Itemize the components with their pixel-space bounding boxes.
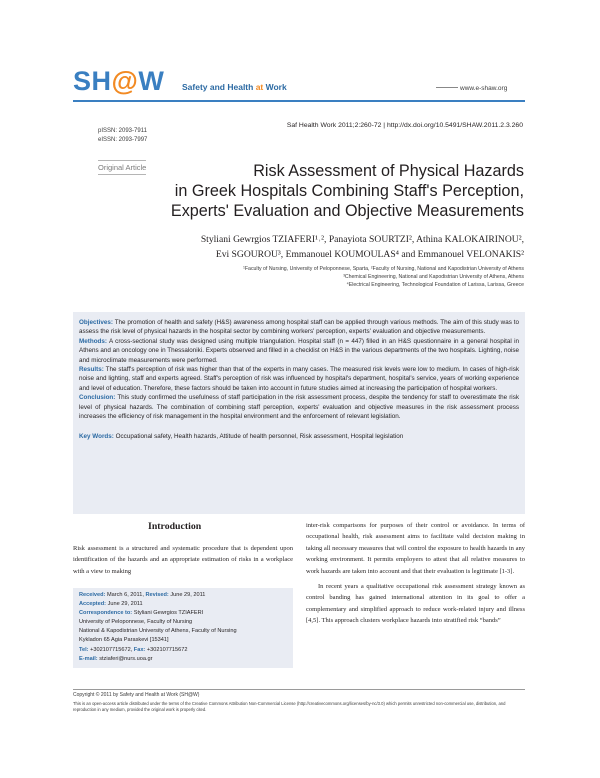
paragraph: inter-risk comparisons for purposes of their control or avoidance. In terms of occupational health, risk assessment aims to facilitate valid decision making in taking all necessary measures that will control the exposure to health hazards in any working environment. It permits employers to attest that all relative measures to work hazards are taken into account and that their evaluation is legitimate [1-3].	[306, 522, 525, 575]
text: The staff's perception of risk was higher than that of the experts in many cases. The measured risk levels were low to medium. In cases of high-risk noise and lighting, staff and experts agreed. Staff's perception of risk was influenced by hospital's department, hospital's service, years of working experience and level of education. Therefore, these factors should be taken into account in future studies aimed at increasing the participation of hospital workers.	[79, 366, 519, 392]
logo-at: @	[111, 66, 139, 96]
text: The promotion of health and safety (H&S) awareness among hospital staff can be applied through various methods. The aim of this study was to assess the risk level of physical hazards in the hospital sector by combining workers' perception, experts' evaluation and objective measurements.	[79, 319, 519, 336]
pissn: pISSN: 2093-7911	[98, 128, 147, 134]
value: +302107715672	[145, 646, 188, 653]
brand-prefix: Safety and Health	[182, 82, 256, 92]
logo-sh: SH	[73, 66, 112, 96]
logo-w: W	[138, 66, 165, 96]
title-line: Risk Assessment of Physical Hazards	[253, 162, 524, 180]
value: June 29, 2011	[168, 592, 206, 598]
value: Styliani Gewrgios TZIAFERI	[132, 610, 204, 617]
brand-suffix: Work	[263, 82, 287, 92]
correspondence-box	[73, 588, 293, 668]
label: Received:	[79, 592, 106, 598]
value: June 29, 2011	[106, 601, 143, 608]
email-line	[79, 655, 287, 664]
journal-logo	[73, 66, 164, 97]
address-line: National & Kapodistrian University of Athens, Faculty of Nursing	[79, 628, 237, 635]
accepted-line	[79, 600, 287, 609]
label: Accepted:	[79, 601, 107, 608]
author-line: Styliani Gewrgios TZIAFERI¹˒², Panayiota SOURTZI², Athina KALOKAIRINOU²,	[200, 234, 524, 245]
dates-line	[79, 591, 287, 600]
abstract-objectives	[79, 318, 519, 337]
abstract-conclusion	[79, 393, 519, 421]
address-line: Kykladon 65 Agia Paraskevi [15341]	[79, 637, 169, 644]
citation-line[interactable]: Saf Health Work 2011;2:260-72 | http://dx.doi.org/10.5491/SHAW.2011.2.3.260	[286, 122, 523, 129]
affiliation: ⁴Electrical Engineering, Technological Foundation of Larissa, Larissa, Greece	[346, 282, 524, 288]
article-title	[104, 161, 524, 221]
text: This study confirmed the usefulness of staff participation in the risk assessment process, despite the tendency for staff to overestimate the risk level of physical hazards. The combination of combining staff perception, experts' evaluation and objective measures in the risk assessment process increases the efficiency of risk management in the hospital environment and the enforcement of relevant legislation.	[79, 394, 519, 421]
author-line: Evi SGOUROU³, Emmanouel KOUMOULAS⁴ and Emmanouel VELONAKIS²	[215, 248, 524, 260]
author-list	[104, 233, 524, 262]
left-column	[73, 543, 293, 577]
section-heading: Introduction	[148, 521, 202, 532]
footer-divider	[73, 689, 525, 690]
abstract-results	[79, 365, 519, 393]
brand-at: at	[255, 82, 264, 92]
label: Results:	[79, 366, 104, 374]
label: Key Words:	[79, 433, 114, 441]
text: Occupational safety, Health hazards, Attitude of health personnel, Risk assessment, Hospital legislation	[113, 433, 404, 441]
email-link[interactable]: stziaferi@nurs.uoa.gr	[97, 655, 153, 662]
header-divider	[73, 100, 525, 102]
value: March 6, 2011,	[105, 592, 146, 598]
license-text: This is an open-access article distributed under the terms of the Creative Commons Attribution Non-Commercial License (http://creativecommons.org/licenses/by-nc/3.0) which permits unrestricted non-commercial use, distribution, and reproduction in any medium, provided the original work is properly cited.	[73, 701, 506, 712]
label: Methods:	[79, 337, 107, 345]
right-column	[306, 520, 525, 627]
label: Objectives:	[79, 319, 113, 326]
label: Tel:	[79, 646, 89, 653]
affiliation: ¹Faculty of Nursing, University of Peloponnese, Sparta, ²Faculty of Nursing, National and Kapodistrian University of Athens	[243, 266, 524, 272]
section-tag: Original Article	[98, 163, 147, 172]
phone-line	[79, 646, 287, 655]
paragraph: Risk assessment is a structured and systematic procedure that is dependent upon identification of the hazards and an appropriate estimation of risks in a workplace with a view to making	[73, 545, 293, 575]
label: E-mail:	[79, 655, 98, 662]
correspondence-line	[79, 609, 287, 618]
title-line: Experts' Evaluation and Objective Measurements	[170, 202, 524, 220]
value: +302107715672,	[88, 646, 134, 653]
text: A cross-sectional study was designed using multiple triangulation. Hospital staff (n = 447) filled in an H&S questionnaire in a general hospital in Athens and an oncology one in Thessaloniki. Experts observed and filled in a checklist on H&S in the various departments of the two hospitals. Lighting, noise and microclimate measurements were performed.	[79, 337, 519, 364]
label: Conclusion:	[79, 394, 116, 402]
address-line: University of Peloponnese, Faculty of Nursing	[79, 619, 193, 626]
journal-name	[182, 82, 287, 92]
abstract-methods	[79, 337, 519, 365]
eissn: eISSN: 2093-7997	[98, 137, 148, 143]
abstract-box	[73, 312, 525, 514]
website-rule	[436, 87, 458, 88]
journal-website[interactable]: www.e-shaw.org	[460, 85, 508, 92]
label: Correspondence to:	[79, 610, 133, 617]
copyright: Copyright © 2011 by Safety and Health at Work (SH@W)	[73, 692, 200, 698]
affiliation: ³Chemical Engineering, National and Kapodistrian University of Athens, Athens	[343, 274, 524, 280]
paragraph: In recent years a qualitative occupational risk assessment strategy known as control banding has gained international attention in its goal to offer a complementary and simplified approach to reduce work-related injury and illness [4,5]. This approach clusters workplace hazards into stratified risk “bands”	[306, 583, 525, 625]
abstract-keywords	[79, 432, 519, 441]
label: Revised:	[145, 592, 169, 598]
label: Fax:	[133, 646, 146, 653]
title-line: in Greek Hospitals Combining Staff's Perception,	[174, 182, 524, 200]
